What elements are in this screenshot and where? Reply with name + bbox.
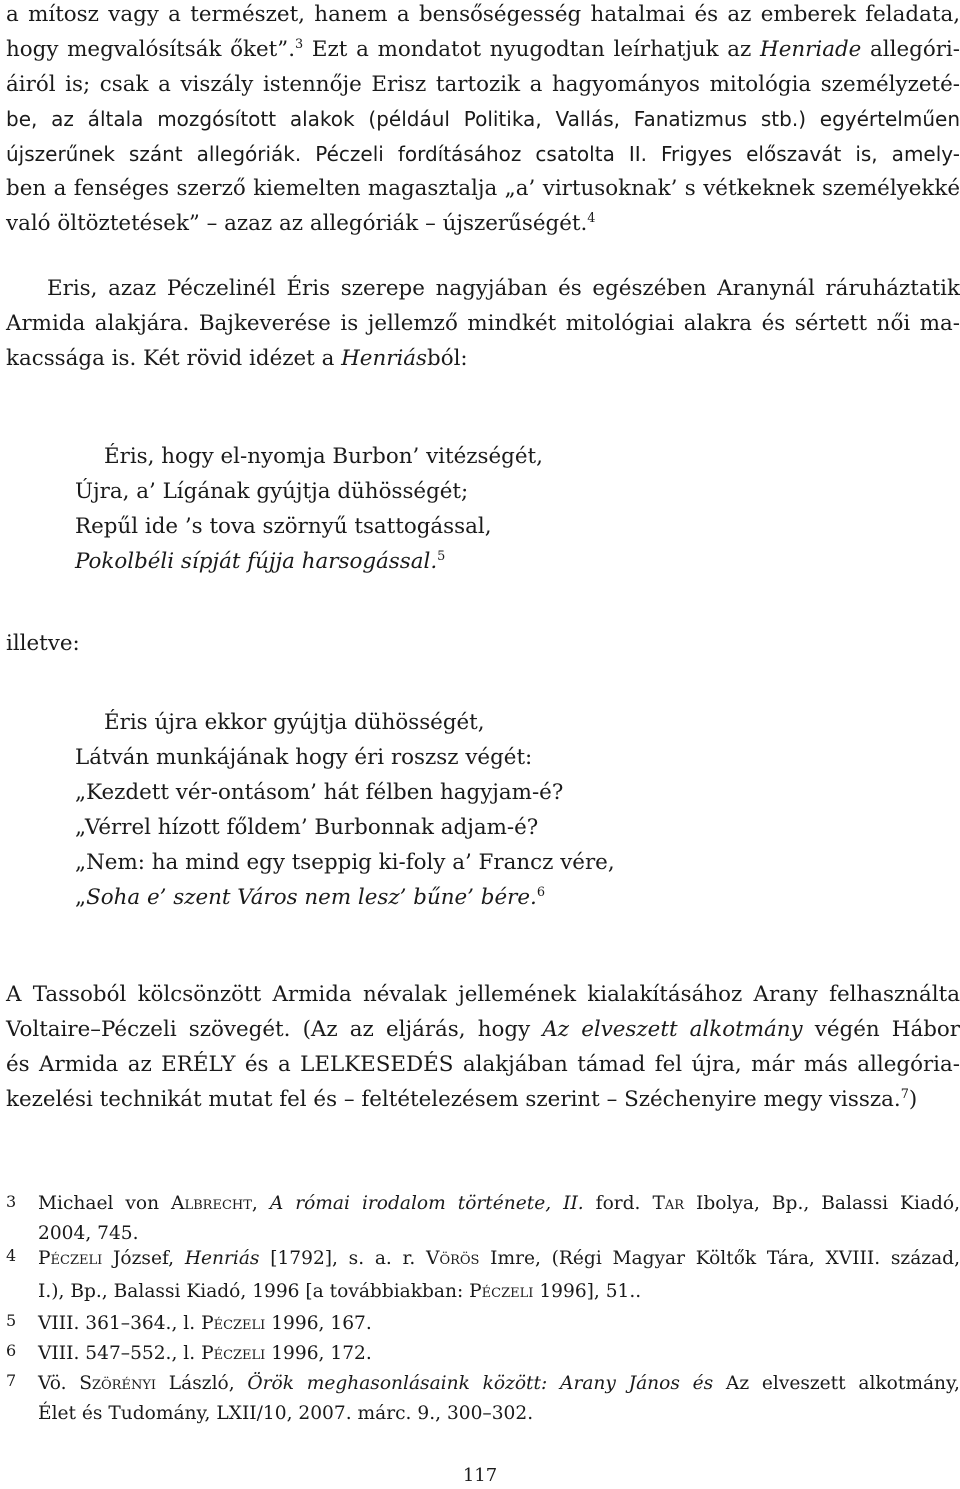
footnote-7: Vö. Szörényi László, Örök meghasonlásaink között: Arany János és Az elveszett alkotmány, [38, 1373, 960, 1394]
text-line: Armida alakjára. Bajkeverése is jellemző mindkét mitológiai alakra és sértett női ma- [6, 311, 960, 336]
footnote-number: 5 [6, 1311, 17, 1330]
footnote-number: 6 [6, 1341, 17, 1360]
footnote-4-cont: I.), Bp., Balassi Kiadó, 1996 [a továbbiakban: Péczeli 1996], 51.. [38, 1281, 642, 1302]
verse-line: Éris újra ekkor gyújtja dühösségét, [104, 710, 485, 735]
footnote-6: VIII. 547–552., l. Péczeli 1996, 172. [38, 1343, 372, 1364]
text-line: ben a fenséges szerző kiemelten magasztalja „a’ virtusoknak’ s vétkeknek személyekké [6, 176, 960, 201]
verse-line: Pokolbéli sípját fújja harsogással.$^5$ [75, 548, 446, 574]
footnote-ref[interactable]: 5 [437, 548, 446, 564]
text-line: Eris, azaz Péczelinél Éris szerepe nagyjában és egészében Aranynál ráruháztatik [47, 276, 960, 301]
text-line: áiról is; csak a viszály istennője Erisz tartozik a hagyományos mitológia személyzeté- [6, 72, 960, 97]
footnote-number: 3 [6, 1192, 17, 1211]
verse-line: „Vérrel hízott főldem’ Burbonnak adjam-é? [75, 815, 539, 840]
footnote-4: Péczeli József, Henriás [1792], s. a. r. Vörös Imre, (Régi Magyar Költők Tára, XVIII. század, [38, 1248, 960, 1269]
text-line: való öltöztetések” – azaz az allegóriák – újszerűségét.$^4$ [6, 210, 596, 236]
verse-line: „Kezdett vér-ontásom’ hát félben hagyjam-é? [75, 780, 564, 805]
footnote-ref[interactable]: 6 [536, 884, 545, 900]
text-line: be, az általa mozgósított alakok (például Politika, Vallás, Fanatizmus stb.) egyértelműen [6, 107, 960, 131]
footnote-3: Michael von Albrecht, A római irodalom története, II. ford. Tar Ibolya, Bp., Balassi Kiadó, [38, 1193, 960, 1214]
verse-line: Újra, a’ Lígának gyújtja dühösségét; [75, 479, 469, 504]
page-number: 117 [462, 1465, 498, 1486]
verse-line: Látván munkájának hogy éri roszsz végét: [75, 745, 533, 770]
text-line: kacssága is. Két rövid idézet a Henriásból: [6, 346, 468, 371]
text-line: kezelési technikát mutat fel és – feltételezésem szerint – Széchenyire megy vissza.$^7$) [6, 1086, 918, 1112]
text-line: A Tassoból kölcsönzött Armida névalak jellemének kialakításához Arany felhasználta [6, 982, 960, 1007]
footnote-5: VIII. 361–364., l. Péczeli 1996, 167. [38, 1313, 372, 1334]
footnote-ref[interactable]: 4 [587, 210, 596, 226]
verse-line: Repűl ide ’s tova szörnyű tsattogással, [75, 514, 492, 539]
verse-line: „Nem: ha mind egy tseppig ki-foly a’ Francz vére, [75, 850, 615, 875]
footnote-number: 7 [6, 1371, 17, 1390]
footnote-ref[interactable]: 7 [900, 1086, 909, 1102]
text-line: hogy megvalósítsák őket”.$^3$ Ezt a mondatot nyugodtan leírhatjuk az Henriade allegóri- [6, 36, 960, 62]
illetve-label: illetve: [6, 631, 80, 656]
footnote-7-cont: Élet és Tudomány, LXII/10, 2007. márc. 9., 300–302. [38, 1403, 534, 1424]
text-line: és Armida az ERÉLY és a LELKESEDÉS alakjában támad fel újra, már más allegória- [6, 1052, 960, 1077]
footnote-3-cont: 2004, 745. [38, 1223, 139, 1244]
text-line: a mítosz vagy a természet, hanem a bensőségesség hatalmai és az emberek feladata, [6, 2, 960, 27]
verse-line: Éris, hogy el-nyomja Burbon’ vitézségét, [104, 444, 543, 469]
footnote-ref[interactable]: 3 [295, 36, 304, 52]
text-line: Voltaire–Péczeli szövegét. (Az az eljárás, hogy Az elveszett alkotmány végén Hábor [6, 1017, 960, 1042]
footnote-number: 4 [6, 1246, 17, 1265]
verse-line: „Soha e’ szent Város nem lesz’ bűne’ bére.$^6$ [75, 884, 545, 910]
text-line: újszerűnek szánt allegóriák. Péczeli fordításához csatolta II. Frigyes előszavát is, amely- [6, 142, 960, 166]
